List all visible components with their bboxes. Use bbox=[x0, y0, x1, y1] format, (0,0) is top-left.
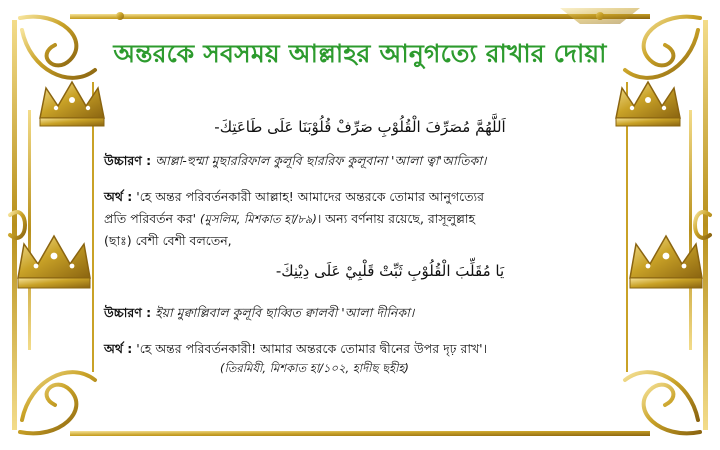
pronunciation-text: ইয়া মুক্বাল্লিবাল কুলূবি ছাব্বিত ক্বালবী 'আলা দীনিকা। bbox=[155, 305, 415, 320]
pronunciation-label: উচ্চারণ : bbox=[104, 305, 152, 320]
arabic-dua-2: يَا مُقَلِّبَ الْقُلُوْبِ ثَبِّتْ قَلْبِيْ عَلَى دِيْنِكَ- bbox=[275, 262, 505, 280]
crown-icon bbox=[40, 82, 104, 126]
arabic-dua-1: اَللَّهُمَّ مُصَرِّفَ الْقُلُوْبِ صَرِّفْ قُلُوْبَنَا عَلَى طَاعَتِكَ- bbox=[214, 118, 506, 136]
meaning-label: অর্থ : bbox=[104, 341, 133, 356]
meaning-text: 'হে অন্তর পরিবর্তনকারী! আমার অন্তরকে তোমার দ্বীনের উপর দৃঢ় রাখ'। bbox=[136, 341, 488, 356]
page-title: অন্তরকে সবসময় আল্লাহর আনুগত্যে রাখার দোয়া bbox=[113, 39, 607, 68]
hadith-reference: (তিরমিযী, মিশকাত হা/১০২, হাদীছ ছহীহ) bbox=[220, 361, 409, 375]
crown-icon bbox=[616, 82, 680, 126]
meaning-text: 'হে অন্তর পরিবর্তনকারী আল্লাহ! আমাদের অন্তরকে তোমার আনুগত্যের bbox=[136, 189, 485, 204]
meaning-text: প্রতি পরিবর্তন কর' bbox=[104, 211, 197, 226]
pronunciation-1 bbox=[104, 150, 624, 172]
pronunciation-2 bbox=[104, 302, 624, 324]
meaning-2 bbox=[104, 338, 624, 360]
meaning-1-line-3: (ছাঃ) বেশী বেশী বলতেন, bbox=[104, 233, 232, 248]
pronunciation-label: উচ্চারণ : bbox=[104, 153, 152, 168]
meaning-1-line-2 bbox=[104, 208, 624, 230]
meaning-reference: (মুসলিম, মিশকাত হা/৮৯) bbox=[200, 212, 317, 226]
pronunciation-text: আল্লা-হুম্মা মুছাররিফাল কুলূবি ছাররিফ কুলূবানা 'আলা ত্বা'আতিকা। bbox=[155, 153, 487, 168]
meaning-1-line-1 bbox=[104, 186, 624, 208]
meaning-text: । অন্য বর্ণনায় রয়েছে, রাসূলুল্লাহ bbox=[316, 211, 476, 226]
meaning-label: অর্থ : bbox=[104, 189, 133, 204]
